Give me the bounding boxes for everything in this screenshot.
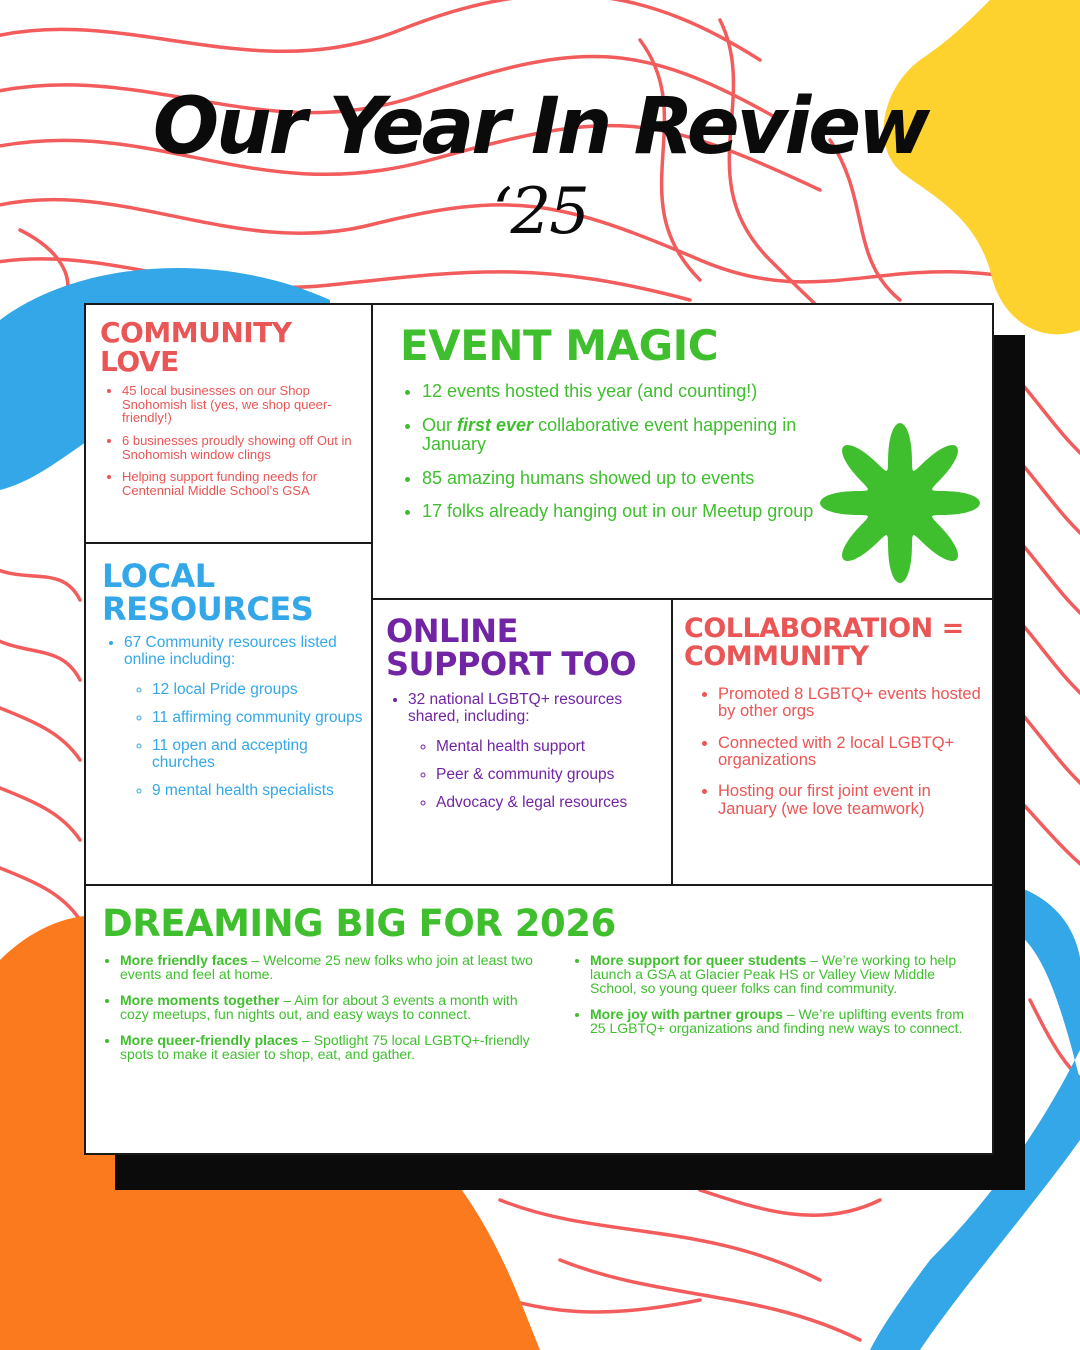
local-resources-sublist <box>124 682 364 799</box>
list-item: ◦ 12 local Pride groups <box>152 682 364 698</box>
list-item: • Promoted 8 LGBTQ+ events hosted by other orgs <box>718 686 984 721</box>
event-magic-section <box>400 321 820 536</box>
list-item: • 6 businesses proudly showing off Out in Snohomish window clings <box>122 434 362 461</box>
list-item: • More queer-friendly places – Spotlight 75 local LGBTQ+-friendly spots to make it easier to shop, eat, and gather. <box>120 1033 550 1061</box>
online-support-list <box>386 692 666 811</box>
local-resources-section <box>102 557 364 811</box>
online-support-section <box>386 612 666 824</box>
list-item: ◦ 9 mental health specialists <box>152 783 364 799</box>
list-item: • 67 Community resources listed online including: ◦ 12 local Pride groups ◦ 11 affirming community groups ◦ 11 open and accepting churches ◦ 9 mental health specialists <box>124 635 364 799</box>
event-magic-list <box>400 382 820 521</box>
list-item: • More friendly faces – Welcome 25 new folks who join at least two events and feel at home. <box>120 953 550 981</box>
online-support-title: ONLINE SUPPORT TOO <box>386 612 637 683</box>
review-board <box>84 303 994 1155</box>
green-flower-icon <box>818 421 982 585</box>
local-resources-list <box>102 635 364 799</box>
dreaming-left-list <box>102 953 550 1073</box>
list-item: • Connected with 2 local LGBTQ+ organizations <box>718 735 984 770</box>
list-item: • Helping support funding needs for Centennial Middle School’s GSA <box>122 470 362 497</box>
list-item: • 12 events hosted this year (and counting!) <box>422 382 820 401</box>
community-love-title: COMMUNITY LOVE <box>100 316 292 378</box>
collaboration-title: COLLABORATION = COMMUNITY <box>684 613 964 672</box>
list-item: • More moments together – Aim for about 3 events a month with cozy meetups, fun nights out, and easy ways to connect. <box>120 993 550 1021</box>
divider <box>371 598 992 600</box>
dreaming-big-section <box>102 902 982 1073</box>
list-item: ◦ Advocacy & legal resources <box>436 795 666 811</box>
list-item: • 85 amazing humans showed up to events <box>422 469 820 488</box>
community-love-list <box>100 384 362 497</box>
community-love-section <box>100 316 362 507</box>
event-magic-title: EVENT MAGIC <box>400 321 719 370</box>
list-item: • More support for queer students – We’re working to help launch a GSA at Glacier Peak HS or Valley View Middle School, so young queer folks can find community. <box>590 953 970 995</box>
list-item: ◦ 11 open and accepting churches <box>152 738 364 771</box>
page-title: Our Year In Review <box>152 82 928 172</box>
local-resources-title: LOCAL RESOURCES <box>102 557 314 628</box>
list-item: • 17 folks already hanging out in our Meetup group <box>422 502 820 521</box>
list-item: • Hosting our first joint event in January (we love teamwork) <box>718 783 984 818</box>
list-item: • Our first ever collaborative event happening in January <box>422 416 820 454</box>
list-item: • 32 national LGBTQ+ resources shared, including: ◦ Mental health support ◦ Peer & community groups ◦ Advocacy & legal resources <box>408 692 666 811</box>
list-item: • 45 local businesses on our Shop Snohomish list (yes, we shop queer-friendly!) <box>122 384 362 425</box>
dreaming-big-title: DREAMING BIG FOR 2026 <box>102 902 616 945</box>
collaboration-list <box>684 686 984 818</box>
divider <box>86 884 992 886</box>
collaboration-section <box>684 615 984 832</box>
list-item: • More joy with partner groups – We’re uplifting events from 25 LGBTQ+ organizations and finding new ways to connect. <box>590 1007 970 1035</box>
divider <box>86 542 373 544</box>
online-support-sublist <box>408 739 666 812</box>
list-item: ◦ Mental health support <box>436 739 666 755</box>
list-item: ◦ Peer & community groups <box>436 767 666 783</box>
divider <box>671 598 673 885</box>
dreaming-right-list <box>572 953 970 1073</box>
divider <box>371 305 373 885</box>
list-item: ◦ 11 affirming community groups <box>152 710 364 726</box>
year-label: ‘25 <box>492 175 588 249</box>
